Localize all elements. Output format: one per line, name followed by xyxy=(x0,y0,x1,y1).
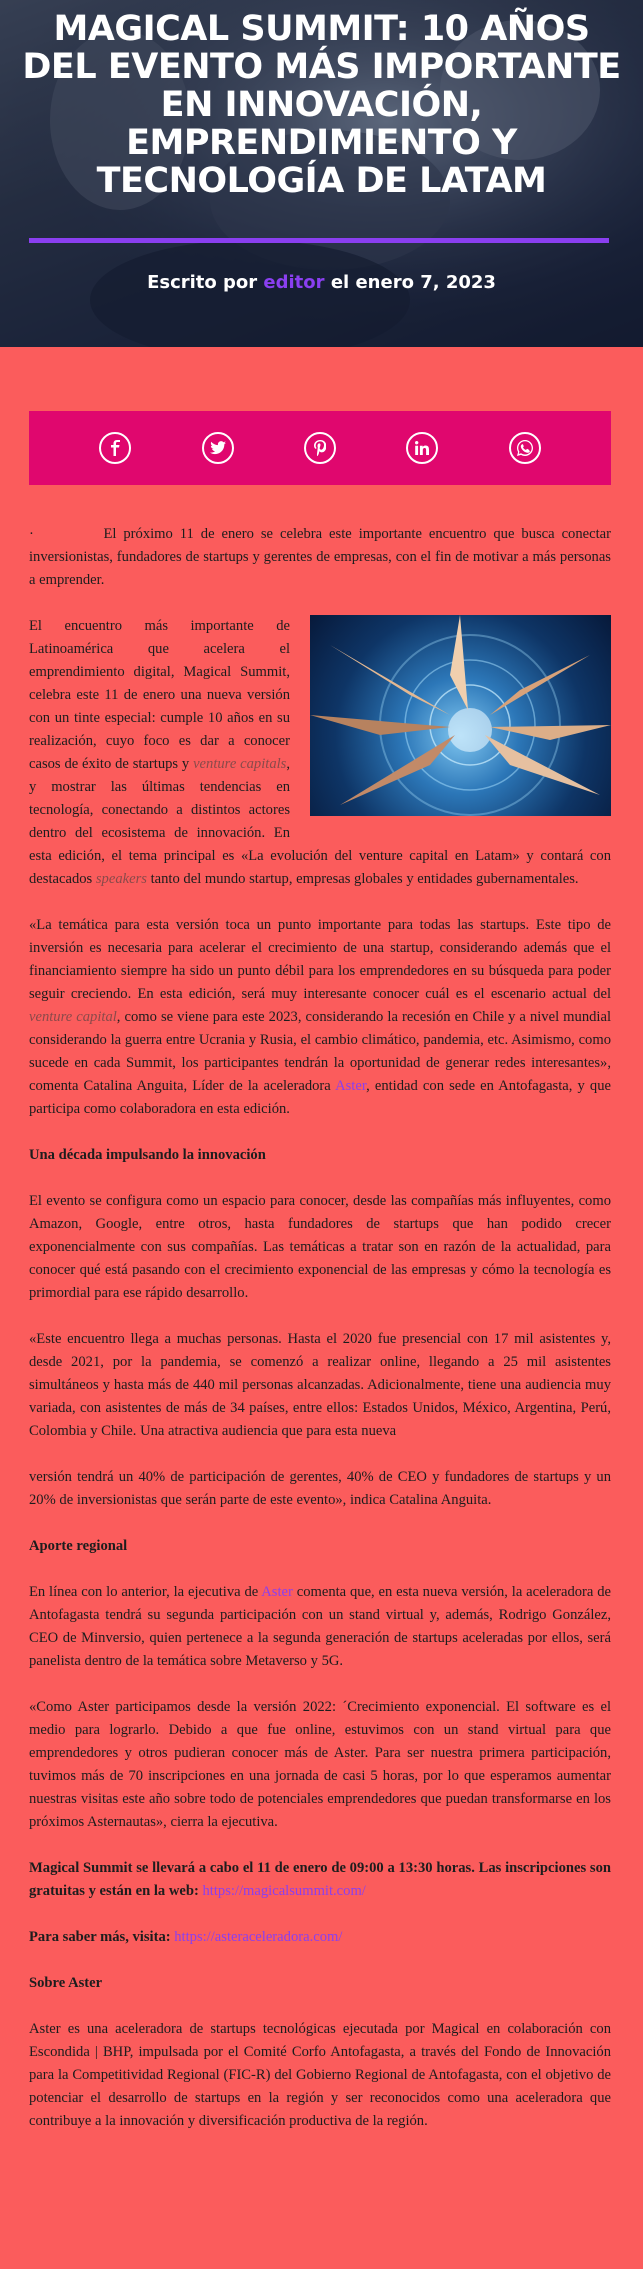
author-link[interactable]: editor xyxy=(263,272,325,293)
byline xyxy=(0,272,643,293)
section-heading-regional: Aporte regional xyxy=(29,1538,128,1554)
hero-banner xyxy=(0,0,643,347)
whatsapp-icon[interactable] xyxy=(509,432,541,464)
linkedin-icon[interactable] xyxy=(406,432,438,464)
paragraph-2: El encuentro más importante de Latinoamérica que acelera el emprendimiento digital, Magical Summit, celebra este 11 de enero una nueva versión con un tinte especial: cumple 10 años en su realización, cuyo foco es dar a conocer casos de éxito de startups y venture capitals, y mostrar las últimas tendencias en tecnología, conectando a distintos actores dentro del ecosistema de innovación. En esta edición, el tema principal es «La evolución del venture capital en Latam» y contará con destacados speakers tanto del mundo startup, empresas globales y entidades gubernamentales. xyxy=(29,618,611,887)
share-bar xyxy=(29,411,611,485)
section-heading-decade: Una década impulsando la innovación xyxy=(29,1147,266,1163)
article-image-hands xyxy=(310,615,611,816)
paragraph-6: versión tendrá un 40% de participación de gerentes, 40% de CEO y fundadores de startups y un 20% de inversionistas que serán parte de este evento», indica Catalina Anguita. xyxy=(29,1469,611,1508)
article-body xyxy=(29,523,611,2156)
aster-link-2[interactable]: Aster xyxy=(261,1584,293,1600)
pinterest-icon[interactable] xyxy=(304,432,336,464)
section-heading-about-aster: Sobre Aster xyxy=(29,1975,103,1991)
paragraph-7: En línea con lo anterior, la ejecutiva de Aster comenta que, en esta nueva versión, la aceleradora de Antofagasta tendrá su segunda participación con un stand virtual y, además, Rodrigo González, CEO de Minversio, quien pertenece a la segunda generación de startups aceleradas por ellos, será panelista dentro de la temática sobre Metaverso y 5G. xyxy=(29,1584,611,1669)
paragraph-about-aster: Aster es una aceleradora de startups tecnológicas ejecutada por Magical en colaboración con Escondida | BHP, impulsada por el Comité Corfo Antofagasta, a través del Fondo de Innovación para la Competitividad Regional (FIC-R) del Gobierno Regional de Antofagasta, con el objetivo de potenciar el desarrollo de startups en la región y ser reconocidos como una aceleradora que contribuye a la innovación y diversificación productiva de la región. xyxy=(29,2021,611,2129)
bullet: · xyxy=(29,526,34,542)
paragraph-3: «La temática para esta versión toca un punto importante para todas las startups. Este tipo de inversión es necesaria para acelerar el crecimiento de una startup, considerando además que el financiamiento siempre ha sido un punto débil para los emprendedores en su búsqueda para poder seguir creciendo. En esta edición, será muy interesante conocer cuál es el escenario actual del venture capital, como se viene para este 2023, considerando la recesión en Chile y a nivel mundial considerando la guerra entre Ucrania y Rusia, el cambio climático, pandemia, etc. Asimismo, como sucede en cada Summit, los participantes tendrán la oportunidad de generar redes interesantes», comenta Catalina Anguita, Líder de la aceleradora Aster, entidad con sede en Antofagasta, y que participa como colaboradora en esta edición. xyxy=(29,917,611,1117)
byline-prefix: Escrito por xyxy=(147,272,264,293)
title-divider xyxy=(29,238,609,243)
aster-link[interactable]: Aster xyxy=(335,1078,367,1094)
paragraph-5: «Este encuentro llega a muchas personas. Hasta el 2020 fue presencial con 17 mil asistentes y, desde 2021, por la pandemia, se comenzó a realizar online, llegando a 25 mil asistentes simultáneos y hasta más de 440 mil personas alcanzadas. Adicionalmente, tiene una audiencia muy variada, con asistentes de más de 34 países, entre ellos: Estados Unidos, México, Argentina, Perú, Colombia y Chile. Una atractiva audiencia que para esta nueva xyxy=(29,1331,611,1439)
paragraph-8: «Como Aster participamos desde la versión 2022: ´Crecimiento exponencial. El software es el medio para lograrlo. Debido a que fue online, estuvimos con un stand virtual para que emprendedores y otros pudieran conocer más de Aster. Para ser nuestra primera participación, tuvimos más de 70 inscripciones en una jornada de casi 5 horas, por lo que esperamos aumentar nuestras visitas este año sobre todo de potenciales emprendedores que puedan transformarse en los próximos Asternautas», cierra la ejecutiva. xyxy=(29,1699,611,1830)
article-title: MAGICAL SUMMIT: 10 AÑOS DEL EVENTO MÁS IMPORTANTE EN INNOVACIÓN, EMPRENDIMIENTO Y TECNOLOGÍA DE LATAM xyxy=(22,9,621,201)
paragraph-4: El evento se configura como un espacio para conocer, desde las compañías más influyentes, como Amazon, Google, entre otros, hasta fundadores de startups que han podido crecer exponencialmente con sus compañías. Las temáticas a tratar son en razón de la actualidad, para conocer qué está pasando con el crecimiento exponencial de las empresas y cómo la tecnología es primordial para ese rápido desarrollo. xyxy=(29,1193,611,1301)
paragraph-more-info: Para saber más, visita: https://asteraceleradora.com/ xyxy=(29,1929,343,1945)
magicalsummit-link[interactable]: https://magicalsummit.com/ xyxy=(202,1883,366,1899)
asteraceleradora-link[interactable]: https://asteraceleradora.com/ xyxy=(174,1929,343,1945)
byline-date: el enero 7, 2023 xyxy=(324,272,496,293)
paragraph-event-info: Magical Summit se llevará a cabo el 11 de enero de 09:00 a 13:30 horas. Las inscripciones son gratuitas y están en la web: https://magicalsummit.com/ xyxy=(29,1860,611,1899)
facebook-icon[interactable] xyxy=(99,432,131,464)
paragraph-intro: · El próximo 11 de enero se celebra este importante encuentro que busca conectar inversionistas, fundadores de startups y gerentes de empresas, con el fin de motivar a más personas a emprender. xyxy=(29,526,611,588)
twitter-icon[interactable] xyxy=(202,432,234,464)
